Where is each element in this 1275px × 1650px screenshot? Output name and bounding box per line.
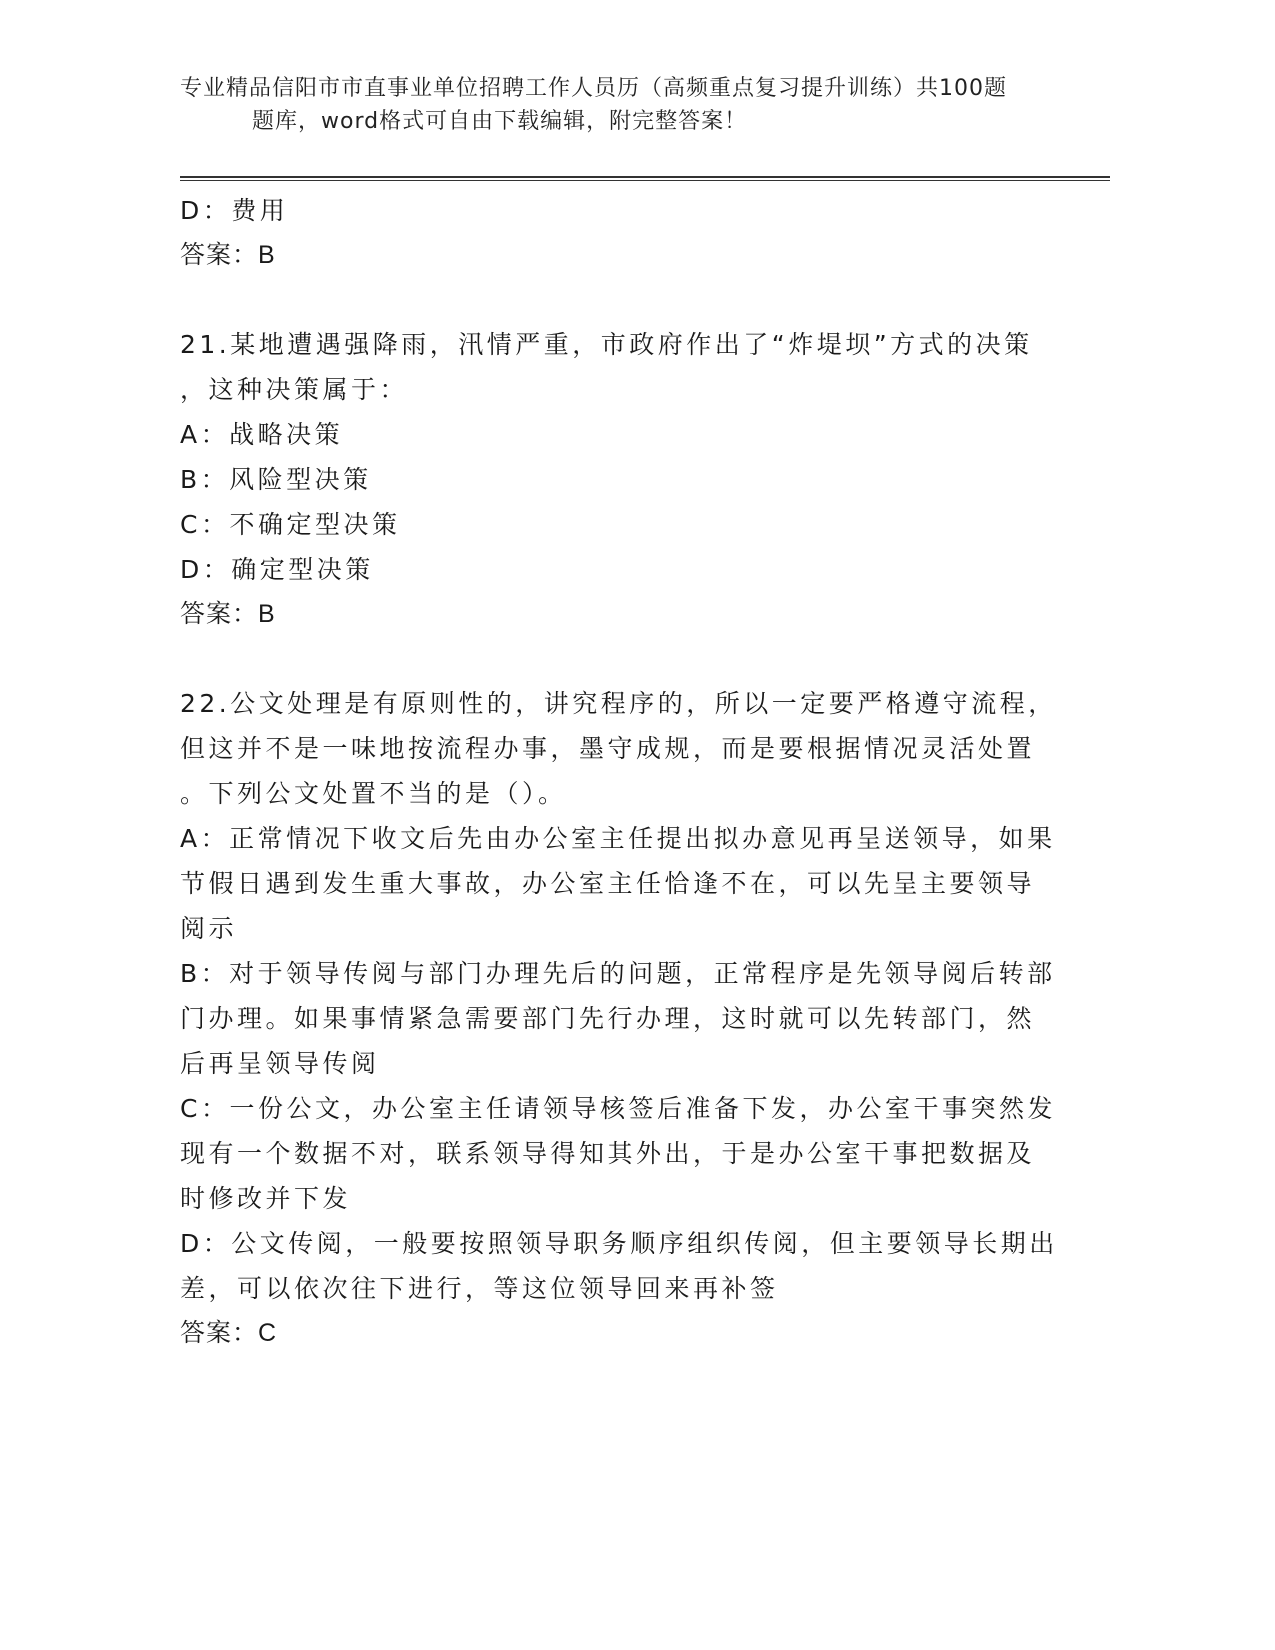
answer: 答案：B (180, 600, 276, 628)
option-c: C：不确定型决策 (180, 510, 401, 539)
option-b: B：对于领导传阅与部门办理先后的问题，正常程序是先领导阅后转部 (180, 959, 1056, 988)
option-a: A：战略决策 (180, 420, 344, 449)
header-title-line2: 题库，word格式可自由下载编辑，附完整答案！ (252, 109, 748, 134)
option-c: 时修改并下发 (180, 1184, 352, 1213)
option-b: B：风险型决策 (180, 465, 372, 494)
answer: 答案：B (180, 241, 276, 269)
option-a: 阅示 (180, 914, 238, 943)
option-b: 门办理。如果事情紧急需要部门先行办理，这时就可以先转部门，然 (180, 1004, 1036, 1033)
question-stem: 21.某地遭遇强降雨，汛情严重，市政府作出了“炸堤坝”方式的决策 (180, 330, 1033, 359)
previous-question-tail (180, 188, 1060, 278)
header-divider (180, 176, 1110, 181)
option-c: 现有一个数据不对，联系领导得知其外出，于是办公室干事把数据及 (180, 1139, 1036, 1168)
question-22 (180, 681, 1060, 1356)
answer: 答案：C (180, 1319, 278, 1347)
header-title-line1: 专业精品信阳市市直事业单位招聘工作人员历（高频重点复习提升训练）共100题 (180, 76, 1007, 101)
option-a: A：正常情况下收文后先由办公室主任提出拟办意见再呈送领导，如果 (180, 824, 1056, 853)
option-d: D：费用 (180, 196, 289, 225)
option-c: C：一份公文，办公室主任请领导核签后准备下发，办公室干事突然发 (180, 1094, 1056, 1123)
option-d: D：确定型决策 (180, 555, 374, 584)
question-stem: 。下列公文处置不当的是（）。 (180, 779, 567, 808)
document-body (180, 188, 1060, 1356)
option-b: 后再呈领导传阅 (180, 1049, 380, 1078)
option-d: D：公文传阅，一般要按照领导职务顺序组织传阅，但主要领导长期出 (180, 1229, 1058, 1258)
option-a: 节假日遇到发生重大事故，办公室主任恰逢不在，可以先呈主要领导 (180, 869, 1036, 898)
question-stem: ，这种决策属于： (180, 375, 409, 404)
question-stem: 22.公文处理是有原则性的，讲究程序的，所以一定要严格遵守流程， (180, 689, 1057, 718)
option-d: 差，可以依次往下进行，等这位领导回来再补签 (180, 1274, 779, 1303)
spacer (180, 637, 1060, 681)
question-stem: 但这并不是一味地按流程办事，墨守成规，而是要根据情况灵活处置 (180, 734, 1036, 763)
page-header (180, 72, 1100, 138)
spacer (180, 278, 1060, 322)
question-21 (180, 322, 1060, 637)
